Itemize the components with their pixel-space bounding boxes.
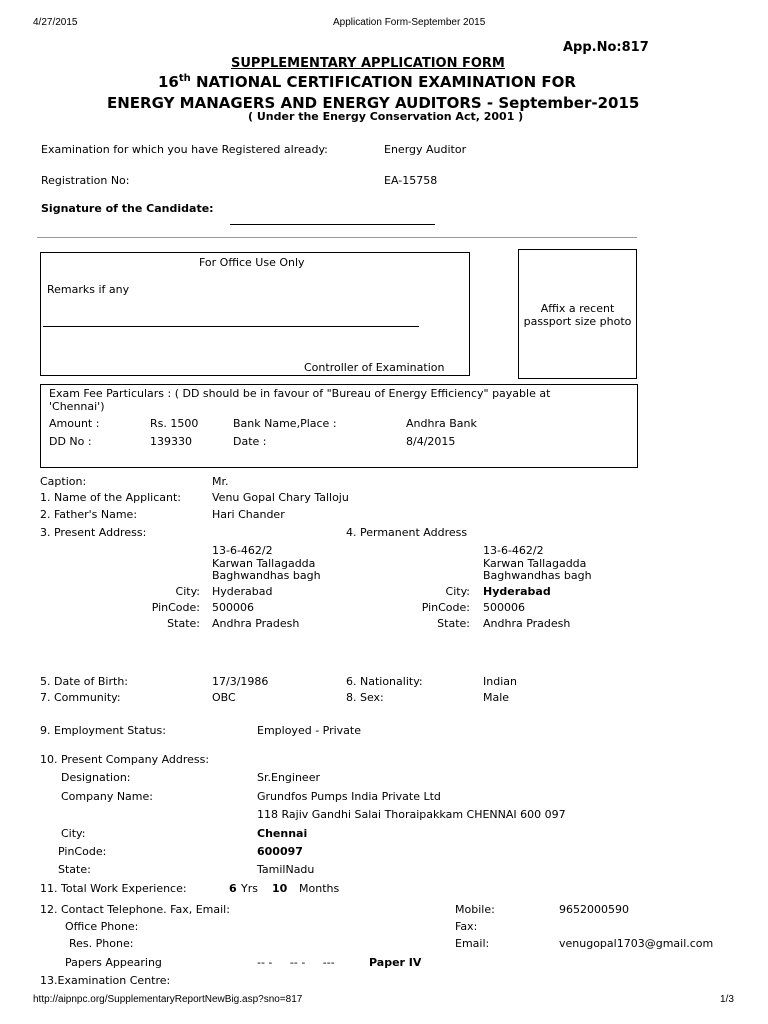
registration-no-value: EA-15758 bbox=[384, 174, 438, 187]
exam-heading-line2: ENERGY MANAGERS AND ENERGY AUDITORS - September-2015 bbox=[107, 94, 640, 112]
experience-months: 10 bbox=[272, 882, 288, 895]
amount-label: Amount : bbox=[49, 417, 100, 430]
fee-heading-line2: 'Chennai') bbox=[49, 400, 105, 413]
app-number: App.No:817 bbox=[563, 40, 649, 55]
registration-no-label: Registration No: bbox=[41, 174, 130, 187]
controller-label: Controller of Examination bbox=[304, 361, 445, 374]
father-name-label: 2. Father's Name: bbox=[40, 508, 138, 521]
permanent-state-value: Andhra Pradesh bbox=[483, 617, 571, 630]
employment-label: 9. Employment Status: bbox=[40, 724, 166, 737]
caption-value: Mr. bbox=[212, 475, 229, 488]
permanent-address-line2: Karwan Tallagadda bbox=[483, 557, 587, 570]
designation-label: Designation: bbox=[61, 771, 131, 784]
present-state-label: State: bbox=[167, 617, 200, 630]
present-address-label: 3. Present Address: bbox=[40, 526, 147, 539]
present-state-value: Andhra Pradesh bbox=[212, 617, 300, 630]
email-label: Email: bbox=[455, 937, 490, 950]
signature-line bbox=[230, 224, 435, 225]
experience-years: 6 bbox=[229, 882, 237, 895]
present-address-line2: Karwan Tallagadda bbox=[212, 557, 316, 570]
footer-url: http://aipnpc.org/SupplementaryReportNewBig.asp?sno=817 bbox=[33, 994, 303, 1005]
email-value: venugopal1703@gmail.com bbox=[559, 937, 714, 950]
experience-label: 11. Total Work Experience: bbox=[40, 882, 187, 895]
res-phone-label: Res. Phone: bbox=[69, 937, 134, 950]
bank-label: Bank Name,Place : bbox=[233, 417, 337, 430]
permanent-address-line3: Baghwandhas bagh bbox=[483, 569, 592, 582]
permanent-pincode-value: 500006 bbox=[483, 601, 525, 614]
exam-registered-value: Energy Auditor bbox=[384, 143, 467, 156]
company-heading: 10. Present Company Address: bbox=[40, 753, 210, 766]
experience-years-unit: Yrs bbox=[241, 882, 258, 895]
bank-value: Andhra Bank bbox=[406, 417, 477, 430]
exam-centre-label: 13.Examination Centre: bbox=[40, 974, 171, 987]
dd-label: DD No : bbox=[49, 435, 92, 448]
company-name-label: Company Name: bbox=[61, 790, 153, 803]
community-label: 7. Community: bbox=[40, 691, 121, 704]
permanent-address-label: 4. Permanent Address bbox=[346, 526, 468, 539]
exam-heading-line1: 16th NATIONAL CERTIFICATION EXAMINATION FOR bbox=[158, 73, 576, 91]
amount-value: Rs. 1500 bbox=[150, 417, 199, 430]
mobile-value: 9652000590 bbox=[559, 903, 629, 916]
permanent-state-label: State: bbox=[437, 617, 470, 630]
present-pincode-label: PinCode: bbox=[151, 601, 200, 614]
remarks-label: Remarks if any bbox=[47, 283, 130, 296]
present-address-line3: Baghwandhas bagh bbox=[212, 569, 321, 582]
contact-heading: 12. Contact Telephone. Fax, Email: bbox=[40, 903, 230, 916]
sex-value: Male bbox=[483, 691, 510, 704]
photo-text-line1: Affix a recent bbox=[540, 302, 615, 315]
applicant-name-value: Venu Gopal Chary Talloju bbox=[212, 491, 349, 504]
remarks-line bbox=[43, 326, 419, 327]
caption-label: Caption: bbox=[40, 475, 87, 488]
company-name-value: Grundfos Pumps India Private Ltd bbox=[257, 790, 441, 803]
office-phone-label: Office Phone: bbox=[65, 920, 139, 933]
father-name-value: Hari Chander bbox=[212, 508, 285, 521]
permanent-city-label: City: bbox=[445, 585, 470, 598]
company-state-label: State: bbox=[58, 863, 91, 876]
permanent-city-value: Hyderabad bbox=[483, 585, 551, 598]
permanent-pincode-label: PinCode: bbox=[421, 601, 470, 614]
print-date: 4/27/2015 bbox=[33, 17, 78, 28]
separator bbox=[37, 237, 637, 238]
photo-text-line2: passport size photo bbox=[523, 315, 632, 328]
fee-heading-line1: Exam Fee Particulars : ( DD should be in favour of "Bureau of Energy Efficiency" payable at bbox=[49, 387, 551, 400]
exam-registered-label: Examination for which you have Registered already: bbox=[41, 143, 328, 156]
mobile-label: Mobile: bbox=[455, 903, 495, 916]
designation-value: Sr.Engineer bbox=[257, 771, 320, 784]
nationality-value: Indian bbox=[483, 675, 517, 688]
present-city-value: Hyderabad bbox=[212, 585, 273, 598]
sex-label: 8. Sex: bbox=[346, 691, 384, 704]
dob-label: 5. Date of Birth: bbox=[40, 675, 128, 688]
footer-page: 1/3 bbox=[720, 994, 734, 1005]
applicant-name-label: 1. Name of the Applicant: bbox=[40, 491, 181, 504]
form-title: SUPPLEMENTARY APPLICATION FORM bbox=[231, 56, 505, 71]
company-pincode-value: 600097 bbox=[257, 845, 303, 858]
exam-heading-act: ( Under the Energy Conservation Act, 2001 ) bbox=[248, 110, 524, 123]
papers-value: Paper IV bbox=[369, 956, 422, 969]
nationality-label: 6. Nationality: bbox=[346, 675, 423, 688]
dd-value: 139330 bbox=[150, 435, 192, 448]
company-pincode-label: PinCode: bbox=[58, 845, 107, 858]
papers-label: Papers Appearing bbox=[65, 956, 162, 969]
signature-label: Signature of the Candidate: bbox=[41, 202, 214, 215]
permanent-address-line1: 13-6-462/2 bbox=[483, 544, 544, 557]
present-address-line1: 13-6-462/2 bbox=[212, 544, 273, 557]
community-value: OBC bbox=[212, 691, 236, 704]
company-city-value: Chennai bbox=[257, 827, 308, 840]
office-use-title: For Office Use Only bbox=[199, 256, 305, 269]
present-city-label: City: bbox=[175, 585, 200, 598]
company-state-value: TamilNadu bbox=[257, 863, 315, 876]
papers-dashes: -- - -- - --- bbox=[257, 956, 335, 969]
dd-date-value: 8/4/2015 bbox=[406, 435, 456, 448]
employment-value: Employed - Private bbox=[257, 724, 362, 737]
print-title: Application Form-September 2015 bbox=[333, 17, 486, 28]
company-address-value: 118 Rajiv Gandhi Salai Thoraipakkam CHENNAI 600 097 bbox=[257, 808, 566, 821]
present-pincode-value: 500006 bbox=[212, 601, 254, 614]
fax-label: Fax: bbox=[455, 920, 478, 933]
office-use-box bbox=[40, 252, 470, 376]
experience-months-unit: Months bbox=[299, 882, 340, 895]
dob-value: 17/3/1986 bbox=[212, 675, 269, 688]
company-city-label: City: bbox=[61, 827, 86, 840]
dd-date-label: Date : bbox=[233, 435, 267, 448]
